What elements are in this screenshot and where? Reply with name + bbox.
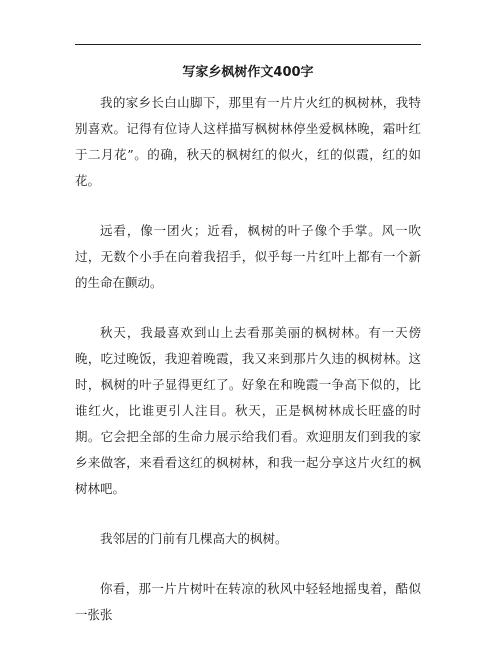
- document-title: 写家乡枫树作文400字: [182, 65, 314, 80]
- document-body: [75, 90, 421, 652]
- paragraph-2: 远看，像一团火；近看，枫树的叶子像个手掌。风一吹过，无数个小手在向着我招手，似乎每一片红叶上都有一个新的生命在颤动。: [75, 223, 421, 290]
- paragraph-4: 我邻居的门前有几棵高大的枫树。: [100, 531, 288, 546]
- header-rule: [75, 44, 421, 45]
- paragraph-1: 我的家乡长白山脚下，那里有一片片火红的枫树林，我特别喜欢。记得有位诗人这样描写枫树林停坐爱枫林晚，霜叶红于二月花”。的确，秋天的枫树红的似火，红的似霞，红的如花。: [75, 95, 421, 188]
- paragraph-5: 你看，那一片片树叶在转凉的秋风中轻轻地摇曳着，酷似一张张: [75, 581, 421, 622]
- paragraph-3: 秋天，我最喜欢到山上去看那美丽的枫树林。有一天傍晚，吃过晚饭，我迎着晚霞，我又来到那片久违的枫树林。这时，枫树的叶子显得更红了。好象在和晚霞一争高下似的，比谁红火，比谁更引人注目。秋天，正是枫树林成长旺盛的时期。它会把全部的生命力展示给我们看。欢迎朋友们到我的家乡来做客，来看看这红的枫树林，和我一起分享这片火红的枫树林吧。: [75, 325, 421, 496]
